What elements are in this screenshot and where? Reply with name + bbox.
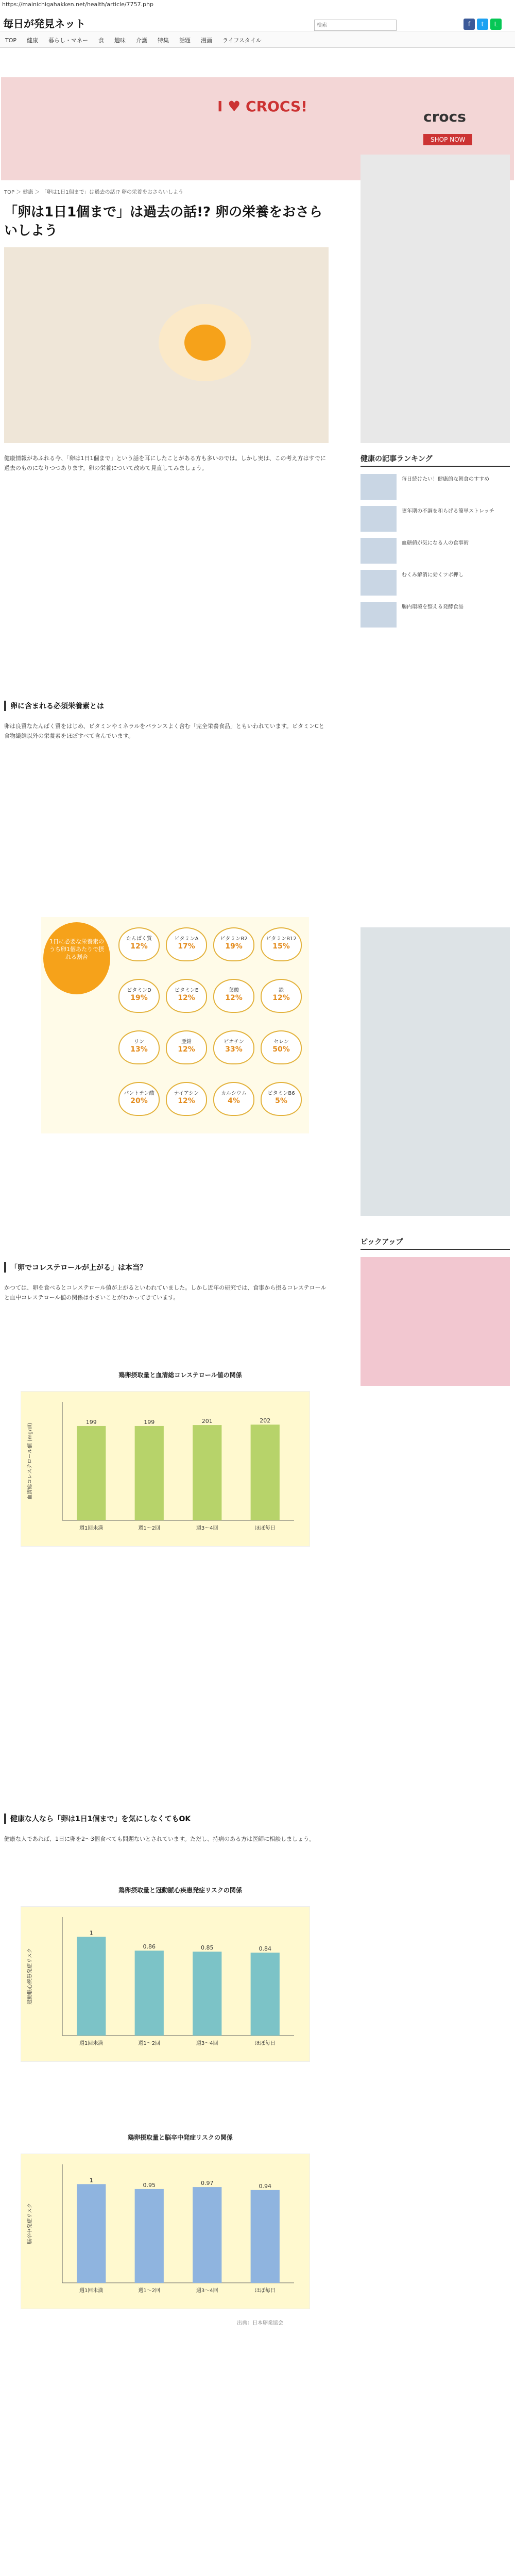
ranking-item[interactable] xyxy=(360,506,510,535)
nutrient-egg-infographic xyxy=(41,917,309,1133)
x-tick-label: ほぼ毎日 xyxy=(254,2288,276,2294)
article-title: 「卵は1日1個まで」は過去の話!? 卵の栄養をおさらいしよう xyxy=(4,205,323,239)
nav-item-3[interactable]: 食 xyxy=(98,37,105,44)
pickup-heading: ピックアップ xyxy=(360,1236,510,1250)
article-intro: 健康情報があふれる今、「卵は1日1個まで」という話を耳にしたことがある方も多いのでは。しかし実は、この考え方はすでに過去のものになりつつあります。卵の栄養について改めて見直してみましょう。 xyxy=(4,455,326,471)
nav-item-4[interactable]: 趣味 xyxy=(114,37,126,44)
bar xyxy=(135,1426,164,1520)
egg-center-label: 1日に必要な栄養素のうち卵1個あたりで摂れる割合 xyxy=(43,922,110,994)
section-text-nutrients: 卵は良質なたんぱく質をはじめ、ビタミンやミネラルをバランスよく含む「完全栄養食品」ともいわれています。ビタミンCと食物繊維以外の栄養素をほぼすべて含んでいます。 xyxy=(4,723,324,739)
bar xyxy=(193,2187,221,2283)
section-heading-nutrients: 卵に含まれる必須栄養素とは xyxy=(4,701,335,711)
y-axis-label: 血清総コレステロール値 (mg/dl) xyxy=(27,1422,33,1500)
data-label: 0.94 xyxy=(259,2182,271,2190)
nutrient-egg: ビタミンD 19% xyxy=(118,979,160,1013)
section-heading-healthy: 健康な人なら「卵は1日1個まで」を気にしなくてもOK xyxy=(4,1814,335,1824)
x-tick-label: 週3〜4回 xyxy=(196,2041,218,2046)
data-label: 0.95 xyxy=(143,2181,156,2189)
nutrient-egg: 葉酸 12% xyxy=(213,979,254,1013)
nutrient-egg: 亜鉛 12% xyxy=(166,1030,207,1064)
bar xyxy=(251,2190,280,2283)
bar xyxy=(77,1937,106,2036)
ad-brand: crocs xyxy=(423,108,466,125)
chart1-title: 鶏卵摂取量と血清総コレステロール値の関係 xyxy=(118,1371,242,1379)
nutrient-egg: セレン 50% xyxy=(261,1030,302,1064)
pickup-banner[interactable] xyxy=(360,1257,510,1386)
data-label: 0.97 xyxy=(201,2180,214,2187)
bar xyxy=(251,1953,280,2036)
nav-item-2[interactable]: 暮らし・マネー xyxy=(48,37,89,44)
nutrient-egg: ビタミンB2 19% xyxy=(213,927,254,961)
bar xyxy=(251,1425,280,1520)
x-tick-label: 週1〜2回 xyxy=(138,2041,161,2046)
nav-item-8[interactable]: 漫画 xyxy=(201,37,213,44)
nutrient-egg: カルシウム 4% xyxy=(213,1082,254,1116)
x-tick-label: 週3〜4回 xyxy=(196,2288,218,2294)
source-note: 出典：日本卵業協会 xyxy=(237,2320,283,2326)
nav-item-6[interactable]: 特集 xyxy=(158,37,169,44)
data-label: 1 xyxy=(89,2177,93,2184)
nutrient-egg: ビタミンA 17% xyxy=(166,927,207,961)
nav-item-5[interactable]: 介護 xyxy=(136,37,148,44)
nutrient-egg: リン 13% xyxy=(118,1030,160,1064)
ranking-thumbnail xyxy=(360,474,397,500)
ranking-thumbnail xyxy=(360,602,397,628)
ranking-item[interactable] xyxy=(360,538,510,567)
ranking-item[interactable] xyxy=(360,602,510,631)
facebook-icon[interactable]: f xyxy=(464,19,475,30)
section-heading-cholesterol: 「卵でコレステロールが上がる」は本当？ xyxy=(4,1262,335,1273)
sidebar-ad-creative-cloud[interactable] xyxy=(360,155,510,443)
chart-cholesterol xyxy=(21,1391,310,1547)
y-axis-label: 冠動脈心疾患発症リスク xyxy=(27,1948,33,2005)
data-label: 202 xyxy=(260,1417,271,1425)
x-tick-label: 週1回未満 xyxy=(79,2041,104,2046)
search-input[interactable] xyxy=(314,20,397,31)
data-label: 201 xyxy=(201,1418,213,1425)
bar xyxy=(135,1951,164,2036)
nutrient-egg: ビタミンE 12% xyxy=(166,979,207,1013)
chart2-title: 鶏卵摂取量と冠動脈心疾患発症リスクの関係 xyxy=(118,1887,242,1894)
ad-headline: I ♥ CROCS! xyxy=(217,98,307,115)
nav-item-9[interactable]: ライフスタイル xyxy=(222,37,262,44)
data-label: 0.86 xyxy=(143,1943,156,1951)
chart-stroke-risk xyxy=(21,2154,310,2309)
x-tick-label: ほぼ毎日 xyxy=(254,2041,276,2046)
ranking-title: 血糖値が気になる人の食事術 xyxy=(402,540,469,546)
nav-item-0[interactable]: TOP xyxy=(5,37,17,44)
section-text-cholesterol: かつては、卵を食べるとコレステロール値が上がるといわれていました。しかし近年の研究では、食事から摂るコレステロールと血中コレステロール値の関係は小さいことがわかってきています。 xyxy=(4,1284,327,1301)
data-label: 0.85 xyxy=(201,1944,214,1952)
breadcrumb[interactable]: TOP ＞ 健康 ＞ 「卵は1日1個まで」は過去の話!? 卵の栄養をおさらいしよう xyxy=(4,190,183,195)
nutrient-egg: ビオチン 33% xyxy=(213,1030,254,1064)
article-hero-image xyxy=(4,247,329,443)
ranking-title: 腸内環境を整える発酵食品 xyxy=(402,604,464,610)
page-url: https://mainichigahakken.net/health/article/7757.php xyxy=(2,1,153,8)
x-tick-label: 週1回未満 xyxy=(79,1526,104,1531)
ranking-heading: 健康の記事ランキング xyxy=(360,453,510,467)
x-tick-label: 週3〜4回 xyxy=(196,1526,218,1531)
x-tick-label: 週1〜2回 xyxy=(138,1526,161,1531)
nutrient-egg: パントテン酸 20% xyxy=(118,1082,160,1116)
nutrient-egg: 鉄 12% xyxy=(261,979,302,1013)
section-text-healthy: 健康な人であれば、1日に卵を2〜3個食べても問題ないとされています。ただし、持病のある方は医師に相談しましょう。 xyxy=(4,1836,315,1842)
nutrient-egg: ビタミンB6 5% xyxy=(261,1082,302,1116)
x-tick-label: 週1回未満 xyxy=(79,2288,104,2294)
bar xyxy=(193,1952,221,2036)
nutrient-egg: たんぱく質 12% xyxy=(118,927,160,961)
sidebar-ad-fonts[interactable] xyxy=(360,927,510,1216)
chart-heart-risk xyxy=(21,1906,310,2062)
data-label: 199 xyxy=(144,1418,155,1426)
bar xyxy=(193,1425,221,1520)
global-nav xyxy=(0,32,515,48)
y-axis-label: 脳卒中発症リスク xyxy=(27,2203,33,2244)
site-logo[interactable]: 毎日が発見ネット xyxy=(3,18,85,30)
ranking-item[interactable] xyxy=(360,570,510,599)
ranking-title: むくみ解消に効くツボ押し xyxy=(402,572,464,578)
data-label: 0.84 xyxy=(259,1945,271,1952)
ranking-item[interactable] xyxy=(360,474,510,503)
ranking-title: 更年期の不調を和らげる簡単ストレッチ xyxy=(402,509,494,514)
nav-item-1[interactable]: 健康 xyxy=(27,37,39,44)
x-tick-label: 週1〜2回 xyxy=(138,2288,161,2294)
twitter-icon[interactable]: t xyxy=(477,19,488,30)
ranking-title: 毎日続けたい！健康的な朝食のすすめ xyxy=(402,477,490,482)
x-tick-label: ほぼ毎日 xyxy=(254,1526,276,1531)
nav-item-7[interactable]: 話題 xyxy=(179,37,191,44)
ranking-thumbnail xyxy=(360,506,397,532)
ranking-thumbnail xyxy=(360,570,397,596)
line-icon[interactable]: L xyxy=(490,19,502,30)
data-label: 199 xyxy=(85,1418,97,1426)
chart3-title: 鶏卵摂取量と脳卒中発症リスクの関係 xyxy=(128,2134,233,2141)
ad-cta-button[interactable]: SHOP NOW xyxy=(423,134,472,145)
bar xyxy=(77,2184,106,2283)
nutrient-egg: ナイアシン 12% xyxy=(166,1082,207,1116)
data-label: 1 xyxy=(89,1929,93,1937)
nutrient-egg: ビタミンB12 15% xyxy=(261,927,302,961)
bar xyxy=(77,1426,106,1520)
ranking-thumbnail xyxy=(360,538,397,564)
bar xyxy=(135,2189,164,2283)
